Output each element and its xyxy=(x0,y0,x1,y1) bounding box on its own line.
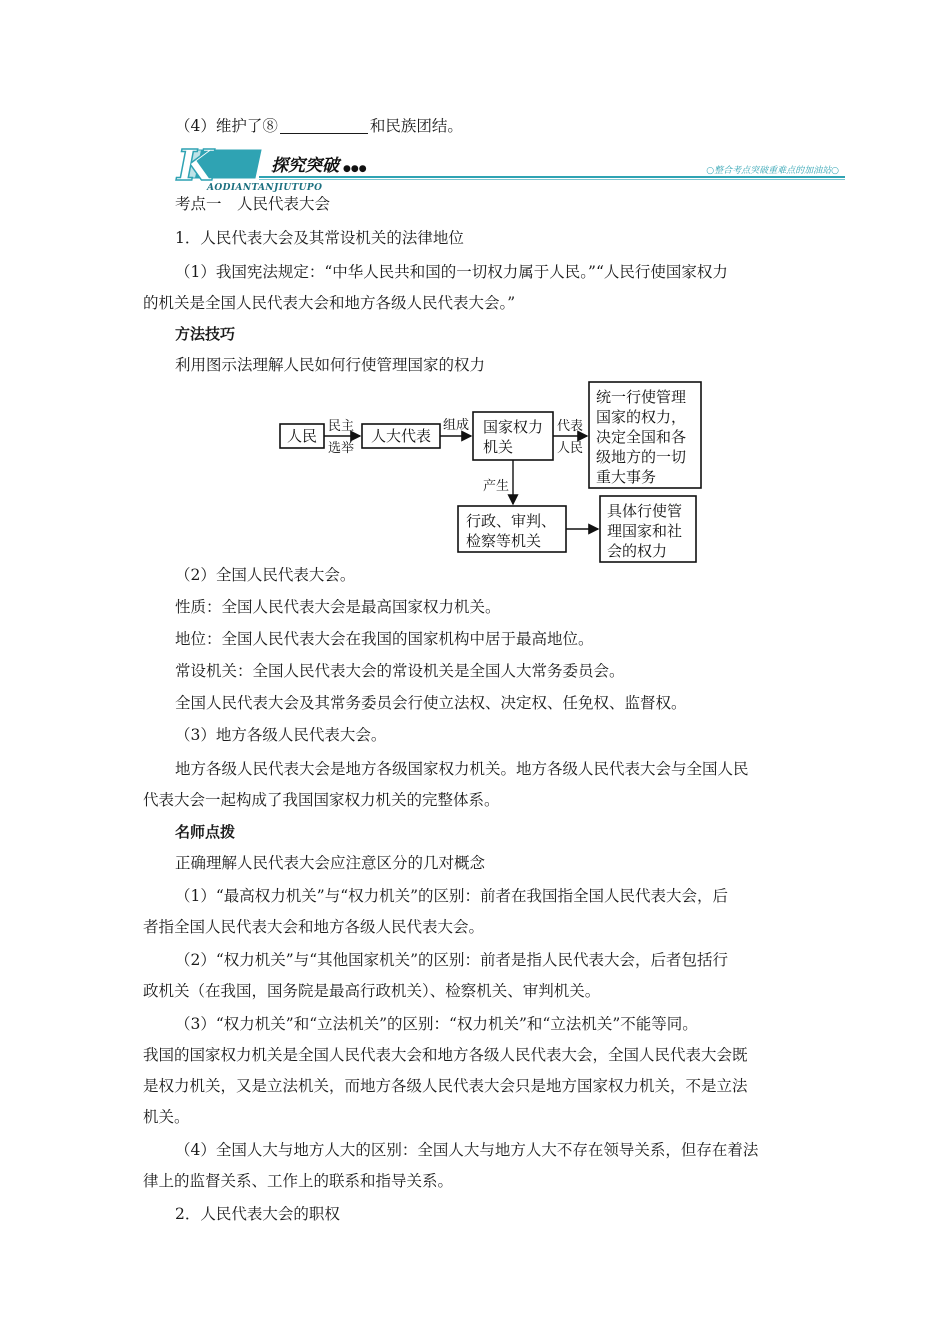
label-represent-people: 人民 xyxy=(556,441,584,456)
local-line-1: 地方各级人民代表大会是地方各级国家权力机关。地方各级人民代表大会与全国人民 xyxy=(175,760,749,778)
label-democratic: 民主 xyxy=(327,419,355,434)
tips-intro: 正确理解人民代表大会应注意区分的几对概念 xyxy=(175,854,486,872)
label-exec-3: 会的权力 xyxy=(607,542,668,560)
concept-1-line-1: （1）“最高权力机关”与“权力机关”的区别：前者在我国指全国人民代表大会，后 xyxy=(175,887,729,905)
section-heading: 考点一 人民代表大会 xyxy=(175,195,331,213)
item-4 xyxy=(175,116,463,136)
label-power-3: 决定全国和各 xyxy=(596,428,687,446)
concept-3-line-4: 机关。 xyxy=(143,1108,190,1126)
answer-blank xyxy=(280,117,368,134)
label-deputies: 人大代表 xyxy=(370,427,432,445)
npc-nature: 性质：全国人民代表大会是最高国家权力机关。 xyxy=(175,598,501,616)
concept-2-line-2: 政机关（在我国，国务院是最高行政机关）、检察机关、审判机关。 xyxy=(143,982,601,1000)
point-2-heading: 2．人民代表大会的职权 xyxy=(175,1205,340,1223)
label-power-1: 统一行使管理 xyxy=(596,388,687,406)
label-exec-1: 具体行使管 xyxy=(607,502,683,520)
item-4-suffix: 和民族团结。 xyxy=(369,117,463,135)
local-title: （3）地方各级人民代表大会。 xyxy=(175,726,387,744)
banner-dots: ●●● xyxy=(343,164,367,174)
concept-3-line-3: 是权力机关，又是立法机关，而地方各级人民代表大会只是地方国家权力机关，不是立法 xyxy=(143,1077,748,1095)
npc-title: （2）全国人民代表大会。 xyxy=(175,566,356,584)
npc-powers: 全国人民代表大会及其常务委员会行使立法权、决定权、任免权、监督权。 xyxy=(175,694,687,712)
label-power-5: 重大事务 xyxy=(596,468,657,486)
concept-3-line-1: （3）“权力机关”和“立法机关”的区别：“权力机关”和“立法机关”不能等同。 xyxy=(175,1015,698,1033)
npc-standing: 常设机关：全国人民代表大会的常设机关是全国人大常务委员会。 xyxy=(175,662,625,680)
concept-4-line-2: 律上的监督关系、工作上的联系和指导关系。 xyxy=(143,1172,454,1190)
label-power-4: 级地方的一切 xyxy=(596,448,687,466)
concept-3-line-2: 我国的国家权力机关是全国人民代表大会和地方各级人民代表大会，全国人民代表大会既 xyxy=(143,1046,748,1064)
label-other-1: 行政、审判、 xyxy=(466,512,557,530)
power-flow-diagram xyxy=(278,378,708,568)
method-title: 方法技巧 xyxy=(175,325,236,343)
label-other-2: 检察等机关 xyxy=(466,532,542,550)
item-4-prefix: （4）维护了⑧ xyxy=(175,117,278,135)
method-intro: 利用图示法理解人民如何行使管理国家的权力 xyxy=(175,356,486,374)
concept-1-line-2: 者指全国人民代表大会和地方各级人民代表大会。 xyxy=(143,918,485,936)
banner-graphic xyxy=(175,146,847,194)
concept-2-line-1: （2）“权力机关”与“其他国家机关”的区别：前者是指人民代表大会，后者包括行 xyxy=(175,951,729,969)
label-compose: 组成 xyxy=(442,418,470,433)
label-exec-2: 理国家和社 xyxy=(607,522,683,540)
section-banner xyxy=(175,146,847,194)
banner-subtitle: AODIANTANJIUTUPO xyxy=(207,183,323,193)
banner-slogan: ○整合考点突破重难点的加油站○ xyxy=(706,166,839,176)
paragraph-1-line-1: （1）我国宪法规定：“中华人民共和国的一切权力属于人民。”“人民行使国家权力 xyxy=(175,263,728,281)
label-organ-1: 国家权力 xyxy=(482,418,544,436)
label-produce: 产生 xyxy=(482,479,510,494)
concept-4-line-1: （4）全国人大与地方人大的区别：全国人大与地方人大不存在领导关系，但存在着法 xyxy=(175,1141,759,1159)
label-power-2: 国家的权力， xyxy=(596,408,687,426)
tips-title: 名师点拨 xyxy=(175,823,236,841)
label-represent: 代表 xyxy=(556,419,584,434)
label-organ-2: 机关 xyxy=(482,438,514,456)
point-1-heading: 1．人民代表大会及其常设机关的法律地位 xyxy=(175,229,464,247)
banner-letter: K xyxy=(177,146,214,190)
npc-status: 地位：全国人民代表大会在我国的国家机构中居于最高地位。 xyxy=(175,630,594,648)
label-people: 人民 xyxy=(286,427,318,445)
label-election: 选举 xyxy=(327,441,355,456)
banner-title: 探究突破 xyxy=(271,156,339,176)
paragraph-1-line-2: 的机关是全国人民代表大会和地方各级人民代表大会。” xyxy=(143,294,516,312)
local-line-2: 代表大会一起构成了我国国家权力机关的完整体系。 xyxy=(143,791,500,809)
